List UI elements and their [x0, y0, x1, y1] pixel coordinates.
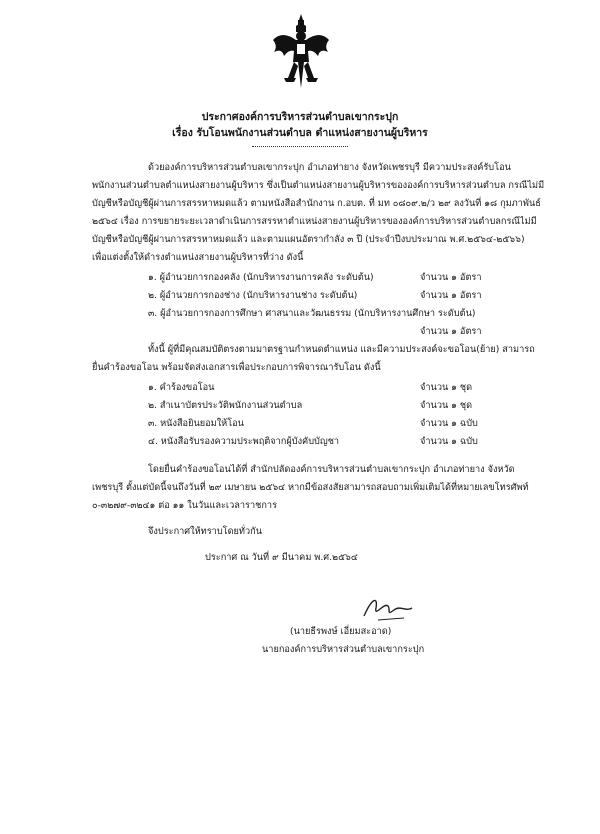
intro-line: เพื่อแต่งตั้งให้ดำรงตำแหน่งสายงานผู้บริหารที่ว่าง ดังนี้ [92, 252, 304, 263]
position-quota: จำนวน ๑ อัตรา [420, 290, 482, 301]
document-item: ๒. สำเนาบัตรประวัติพนักงานส่วนตำบล [148, 400, 303, 411]
position-quota: จำนวน ๑ อัตรา [420, 272, 482, 283]
position-item: ๒. ผู้อำนวยการกองช่าง (นักบริหารงานช่าง ระดับต้น) [148, 290, 358, 301]
submission-line: โดยยื่นคำร้องขอโอนได้ที่ สำนักปลัดองค์การบริหารส่วนตำบลเขากระปุก อำเภอท่ายาง จังหวัด [148, 464, 515, 475]
signature-icon [358, 592, 418, 624]
document-item: ๓. หนังสือยินยอมให้โอน [148, 418, 244, 429]
intro-line: พนักงานส่วนตำบลตำแหน่งสายงานผู้บริหาร ซึ่งเป็นตำแหน่งสายงานผู้บริหารขององค์การบริหารส่วนตำบล กรณีไม่มี [92, 180, 545, 191]
intro-line: ๒๕๖๔ เรื่อง การขยายระยะเวลาดำเนินการสรรหาตำแหน่งสายงานผู้บริหารขององค์การบริหารส่วนตำบลกรณีไม่มี [92, 216, 537, 227]
document-item: ๔. หนังสือรับรองความประพฤติจากผู้บังคับบัญชา [148, 436, 340, 447]
position-item: ๑. ผู้อำนวยการกองคลัง (นักบริหารงานการคลัง ระดับต้น) [148, 272, 374, 283]
title-divider [252, 146, 348, 147]
document-quantity: จำนวน ๑ ฉบับ [420, 436, 478, 447]
signer-name: (นายธีรพงษ์ เอี่ยมสะอาด) [290, 626, 392, 637]
document-item: ๑. คำร้องขอโอน [148, 382, 215, 393]
position-item: ๓. ผู้อำนวยการกองการศึกษา ศาสนาและวัฒนธรรม (นักบริหารงานศึกษา ระดับต้น) [148, 308, 476, 319]
submission-line: ๐-๓๒๗๙-๓๒๔๑ ต่อ ๑๑ ในวันและเวลาราชการ [92, 500, 278, 511]
intro-line: บัญชีหรือบัญชีผู้ผ่านการสรรหาหมดแล้ว ตามหนังสือสำนักงาน ก.อบต. ที่ มท ๐๘๐๙.๒/ว ๒๙ ลงวันที่ ๑๘ กุมภาพันธ์ [92, 198, 541, 209]
announcement-title: ประกาศองค์การบริหารส่วนตำบลเขากระปุก [201, 111, 399, 123]
announce-date: ประกาศ ณ วันที่ ๙ มีนาคม พ.ศ.๒๕๖๔ [205, 552, 358, 563]
closing-statement: จึงประกาศให้ทราบโดยทั่วกัน [148, 526, 262, 537]
intro-line: บัญชีหรือบัญชีผู้ผ่านการสรรหาหมดแล้ว และตามแผนอัตรากำลัง ๓ ปี (ประจำปีงบประมาณ พ.ศ.๒๕๖๔-๒๕๖๖) [92, 234, 525, 245]
garuda-emblem-icon [270, 12, 332, 90]
qualification-line: ทั้งนี้ ผู้ที่มีคุณสมบัติตรงตามมาตรฐานกำหนดตำแหน่ง และมีความประสงค์จะขอโอน(ย้าย) สามารถ [148, 344, 535, 355]
document-quantity: จำนวน ๑ ฉบับ [420, 418, 478, 429]
document-quantity: จำนวน ๑ ชุด [420, 382, 473, 393]
document-quantity: จำนวน ๑ ชุด [420, 400, 473, 411]
qualification-line: ยื่นคำร้องขอโอน พร้อมจัดส่งเอกสารเพื่อประกอบการพิจารณารับโอน ดังนี้ [92, 362, 381, 373]
signer-title: นายกองค์การบริหารส่วนตำบลเขากระปุก [262, 644, 425, 655]
position-quota: จำนวน ๑ อัตรา [420, 326, 482, 337]
intro-line: ด้วยองค์การบริหารส่วนตำบลเขากระปุก อำเภอท่ายาง จังหวัดเพชรบุรี มีความประสงค์รับโอน [148, 162, 511, 173]
submission-line: เพชรบุรี ตั้งแต่บัดนี้จนถึงวันที่ ๒๙ เมษายน ๒๕๖๔ หากมีข้อสงสัยสามารถสอบถามเพิ่มเติมได้ที่หมายเลขโทรศัพท์ [92, 482, 529, 493]
announcement-subject: เรื่อง รับโอนพนักงานส่วนตำบล ตำแหน่งสายงานผู้บริหาร [172, 127, 428, 139]
